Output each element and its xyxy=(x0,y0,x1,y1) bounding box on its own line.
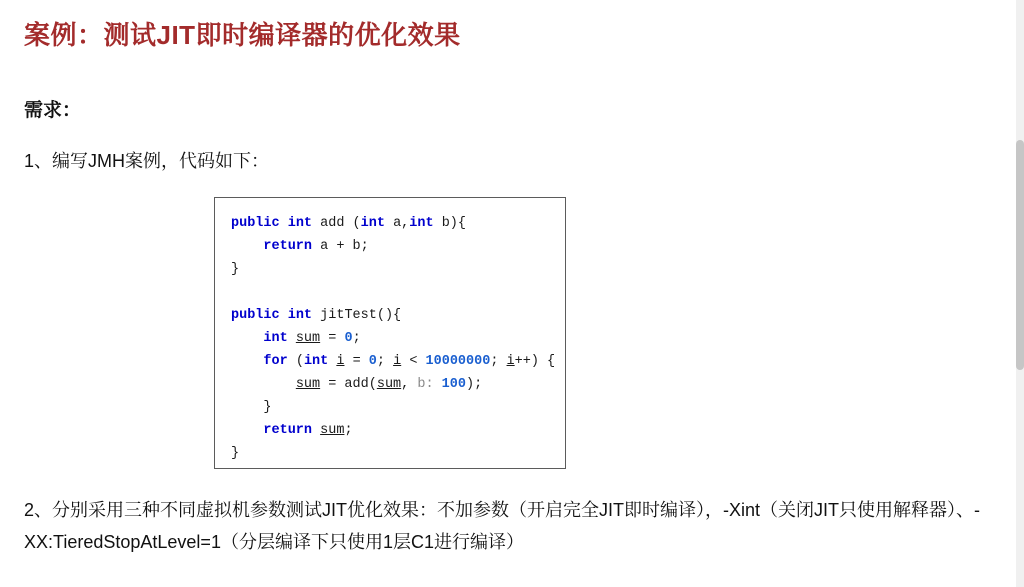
code-figure xyxy=(214,197,566,469)
scrollbar-thumb[interactable] xyxy=(1016,140,1024,370)
section-label-requirements: 需求： xyxy=(24,100,82,122)
code-content: public int add (int a,int b){ return a + b; } public int jitTest(){ int sum = 0; for (int i = 0; i < 10000000; i++) { sum = add(sum, b: 100); } return sum; } xyxy=(231,216,556,462)
scrollbar-track[interactable] xyxy=(1016,0,1024,587)
requirement-item-2: 2、分别采用三种不同虚拟机参数测试JIT优化效果：不加参数（开启完全JIT即时编译），-Xint（关闭JIT只使用解释器）、-XX:TieredStopAtLevel=1（分层编译下只使用1层C1进行编译） xyxy=(24,500,980,552)
page-title: 案例：测试JIT即时编译器的优化效果 xyxy=(24,20,461,50)
code-block xyxy=(214,197,566,469)
requirement-item-1: 1、编写JMH案例，代码如下： xyxy=(24,151,270,172)
